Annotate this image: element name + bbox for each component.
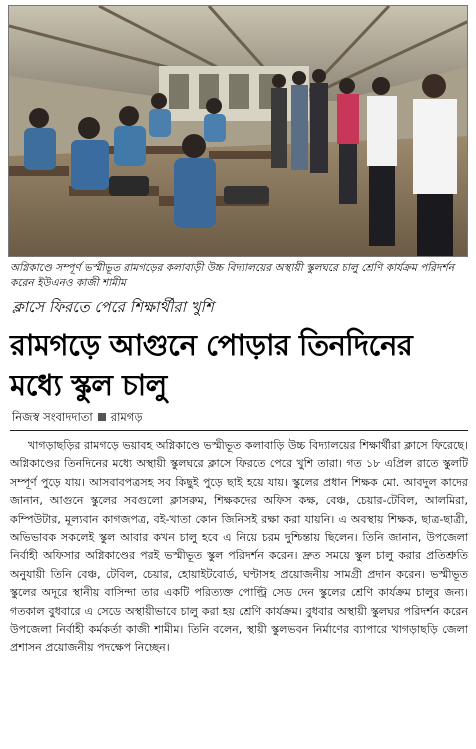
dateline-location: রামগড় [110,410,143,424]
kicker-subhead: ক্লাসে ফিরতে পেরে শিক্ষার্থীরা খুশি [12,298,214,316]
reporter-credit: নিজস্ব সংবাদদাতা [12,410,93,424]
byline [12,409,468,425]
classroom-photo-illustration [9,6,468,257]
article-body: খাগড়াছড়ির রামগড়ে ভয়াবহ অগ্নিকাণ্ডে ভস্মীভূত কলাবাড়ি উচ্চ বিদ্যালয়ের শিক্ষার্থীরা ক্লাসে ফিরেছে। অগ্নিকাণ্ডের তিনদিনের মধ্যে অস্থায়ী স্কুলঘরে ক্লাসে ফিরতে পেরে খুশি তারা। গত ১৮ এপ্রিল রাতে স্কুলটি সম্পূর্ণ পুড়ে যায়। আসবাবপত্রসহ সব কিছুই পুড়ে ছাই হয়ে যায়। স্কুলের প্রধান শিক্ষক মো. আবদুল কাদের জানান, আগুনে স্কুলের সবগুলো ক্লাসরুম, শিক্ষকদের অফিস কক্ষ, বেঞ্চ, চেয়ার-টেবিল, আলমিরা, কম্পিউটার, মূল্যবান কাগজপত্র, বই-খাতা কোন জিনিসই রক্ষা করা যায়নি। এ অবস্থায় শিক্ষক, ছাত্র-ছাত্রী, অভিভাবক সকলেই স্কুল আবার কখন চালু হবে এ নিয়ে চরম দুশ্চিন্তায় ছিলেন। তিনি জানান, উপজেলা নির্বাহী অফিসার অগ্নিকাণ্ডের পরই ভস্মীভূত স্কুল পরিদর্শন করেন। দ্রুত সময়ে স্কুল চালু করার প্রতিশ্রুতি অনুযায়ী তিনি বেঞ্চ, টেবিল, চেয়ার, হোয়াইটবোর্ড, ঘণ্টাসহ প্রয়োজনীয় সামগ্রী প্রদান করেন। ভস্মীভূত স্কুলের অদূরে স্থানীয় বাসিন্দা তার একটি পরিত্যক্ত পোল্ট্রি সেড দেন স্কুলের শ্রেণি কার্যক্রম চালুর জন্য। গতকাল বুধবারে এ সেডে অস্থায়ীভাবে চালু করা হয় শ্রেণি কার্যক্রম। বুধবার অস্থায়ী স্কুলঘর পরিদর্শন করেন উপজেলা নির্বাহী কর্মকর্তা কাজী শামীম। তিনি বলেন, স্থায়ী স্কুলভবন নির্মাণের ব্যাপারে খাগড়াছড়ি জেলা প্রশাসন প্রয়োজনীয় পদক্ষেপ নিচ্ছেন। [10,439,468,655]
byline-divider [10,430,468,431]
photo-caption: অগ্নিকাণ্ডে সম্পূর্ণ ভস্মীভূত রামগড়ের কলাবাড়ী উচ্চ বিদ্যালয়ের অস্থায়ী স্কুলঘরে চালু শ্রেণি কার্যক্রম পরিদর্শন করেন ইউএনও কাজী শামীম [10,262,455,289]
square-bullet-icon [98,413,106,421]
news-photo [8,5,468,257]
headline: রামগড়ে আগুনে পোড়ার তিনদিনের মধ্যে স্কুল চালু [10,328,413,402]
